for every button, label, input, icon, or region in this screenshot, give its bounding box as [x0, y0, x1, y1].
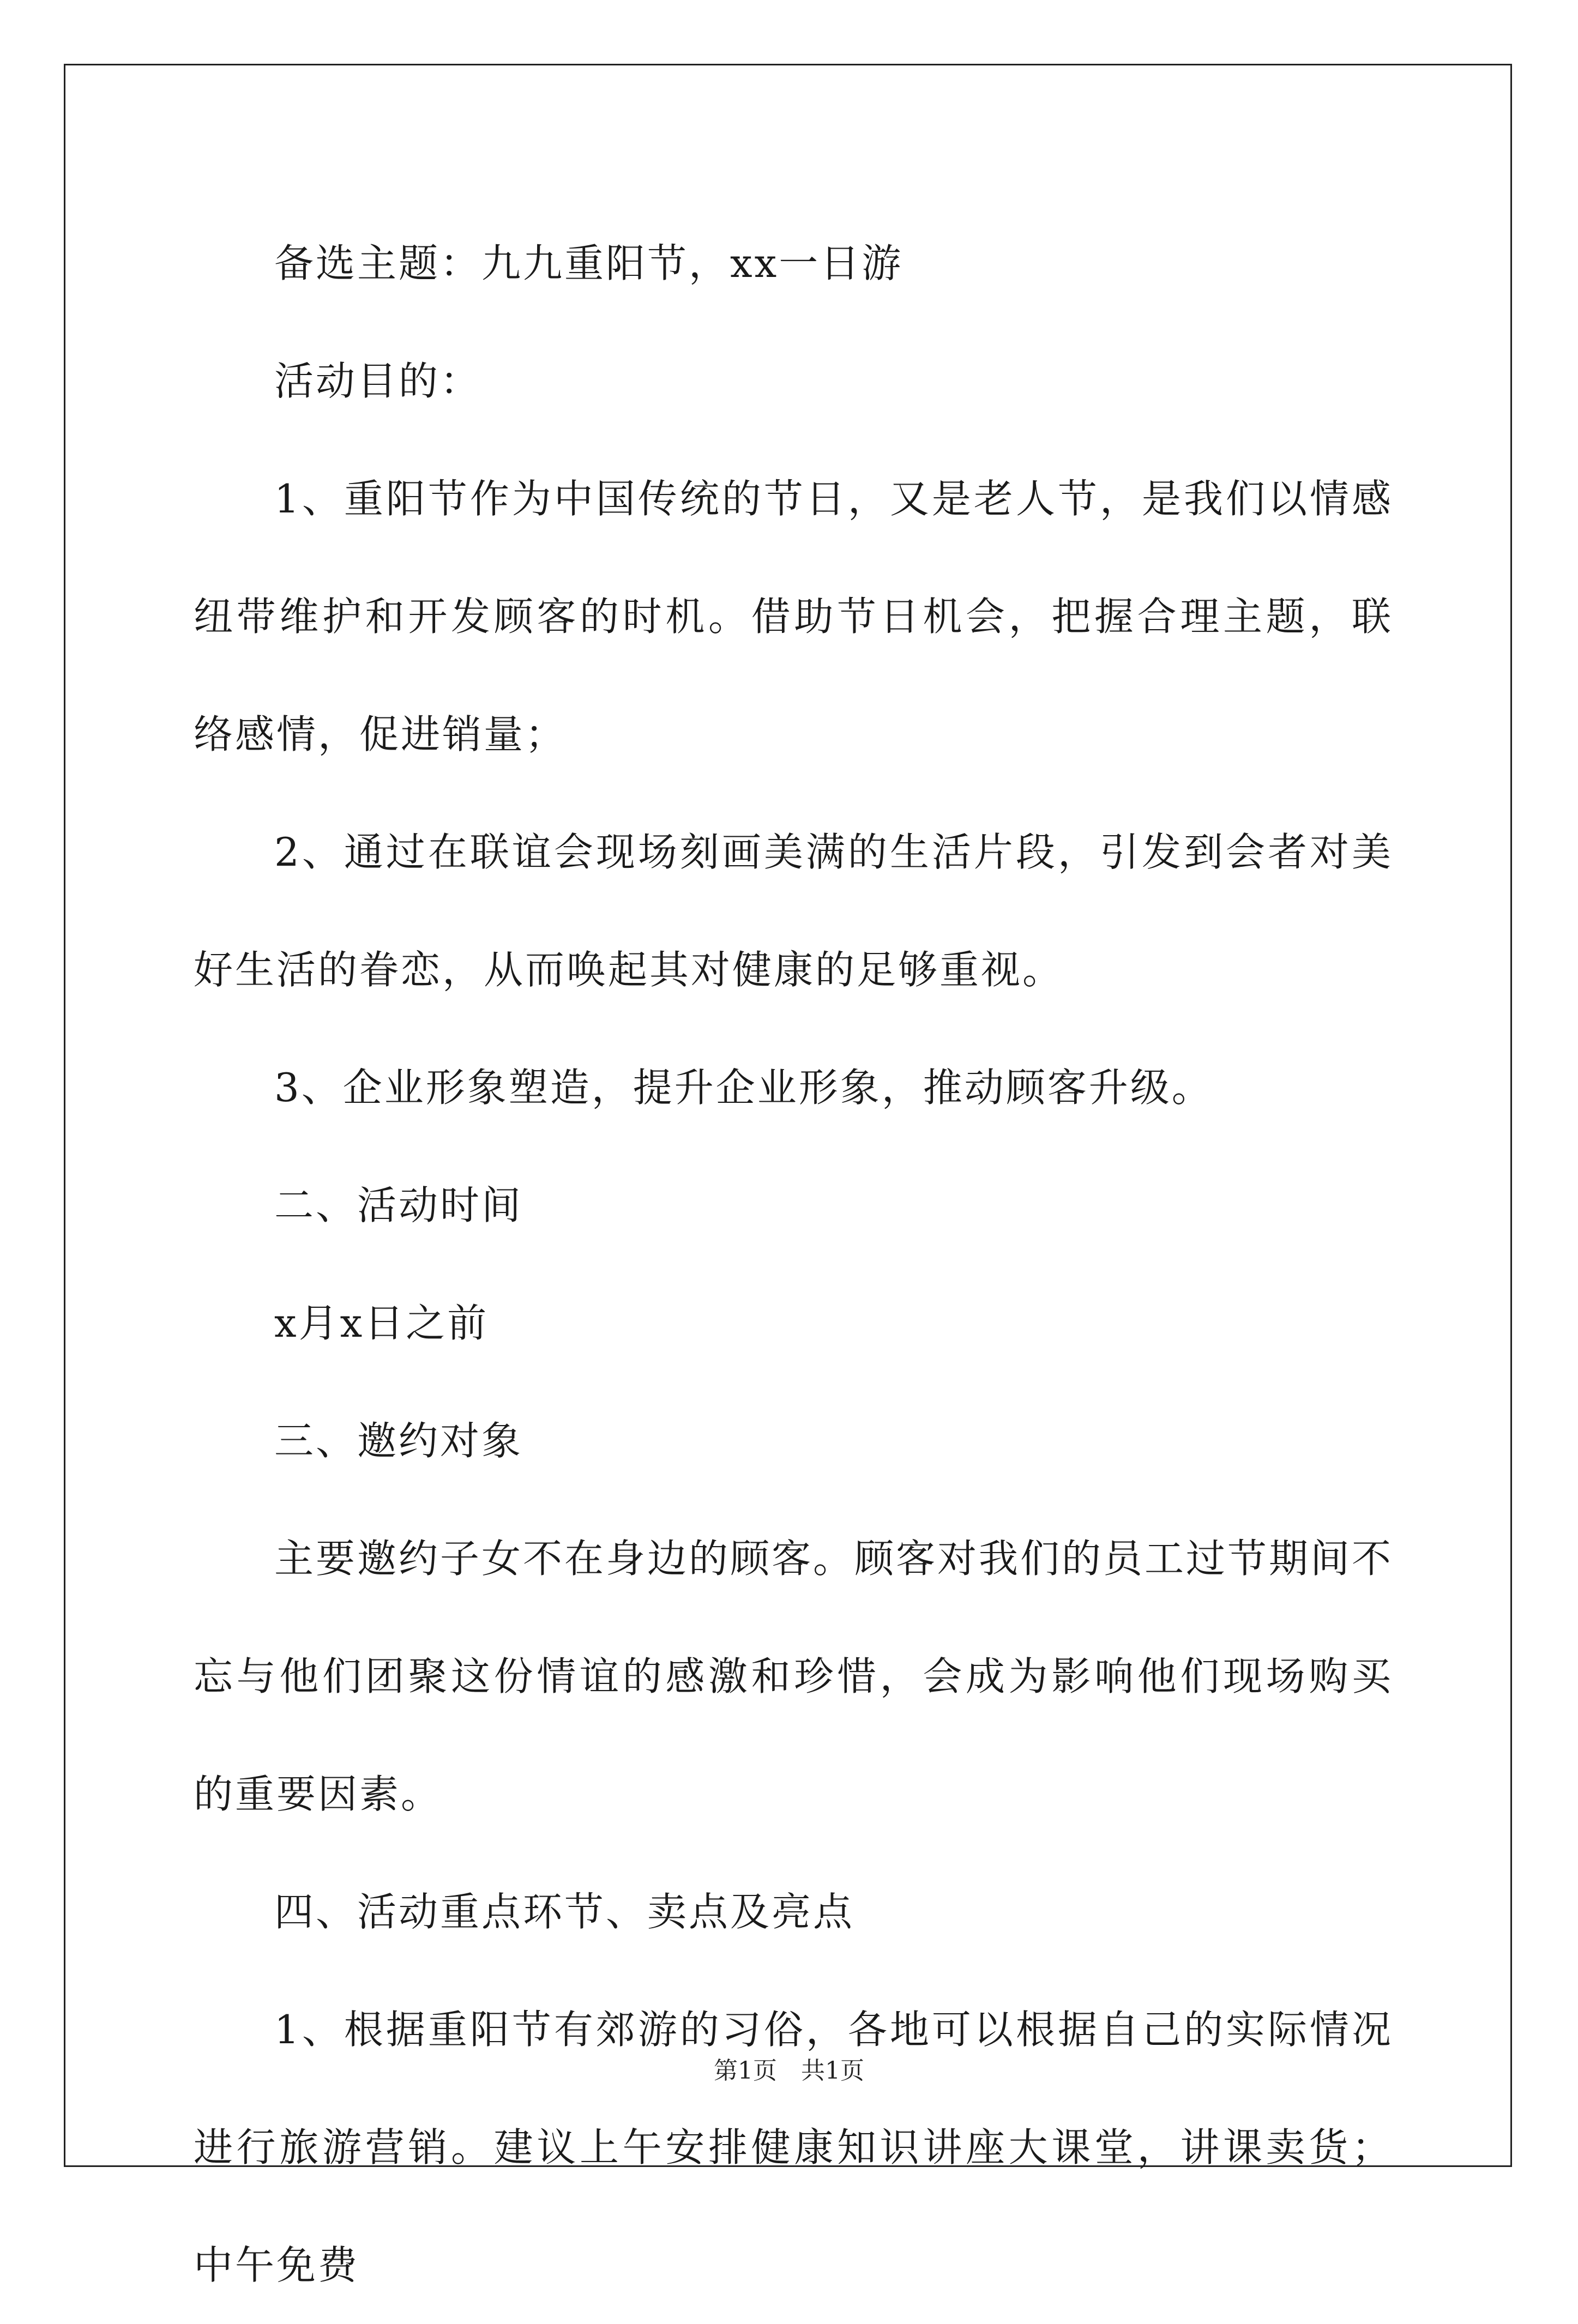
- paragraph-purpose-3: 3、企业形象塑造，提升企业形象，推动顾客升级。: [274, 1065, 1213, 1110]
- paragraph-theme: 备选主题：九九重阳节，xx一日游: [274, 240, 904, 286]
- section-heading-time: 二、活动时间: [274, 1182, 523, 1228]
- paragraph-purpose-heading: 活动目的：: [274, 358, 482, 404]
- section-heading-highlights: 四、活动重点环节、卖点及亮点: [274, 1889, 855, 1935]
- paragraph-purpose-1: 1、重阳节作为中国传统的节日，又是老人节，是我们以情感纽带维护和开发顾客的时机。借助节日机会，把握合理主题，联络感情，促进销量；: [194, 476, 1393, 757]
- paragraph-purpose-2: 2、通过在联谊会现场刻画美满的生活片段，引发到会者对美好生活的眷恋，从而唤起其对健康的足够重视。: [194, 829, 1393, 993]
- document-body: [194, 204, 1393, 2324]
- paragraph-invitees: 主要邀约子女不在身边的顾客。顾客对我们的员工过节期间不忘与他们团聚这份情谊的感激和珍惜，会成为影响他们现场购买的重要因素。: [194, 1536, 1394, 1817]
- section-heading-invitees: 三、邀约对象: [274, 1418, 523, 1464]
- paragraph-highlights-1: 1、根据重阳节有郊游的习俗，各地可以根据自己的实际情况进行旅游营销。建议上午安排健康知识讲座大课堂，讲课卖货；中午免费: [194, 2007, 1393, 2288]
- page-footer: 第1页 共1页: [714, 2057, 864, 2085]
- paragraph-time: x月x日之前: [274, 1300, 489, 1346]
